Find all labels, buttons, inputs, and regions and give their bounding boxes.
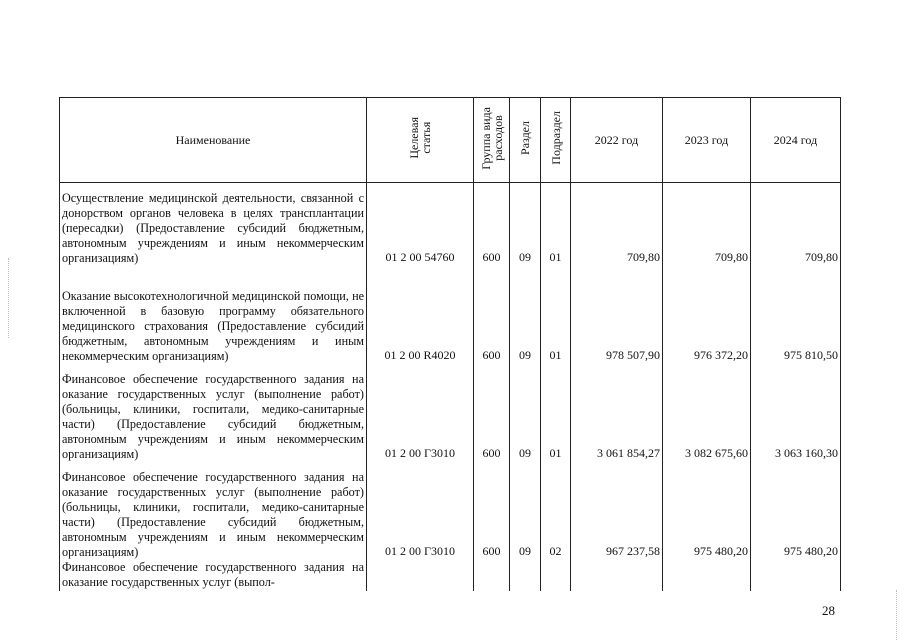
page-number: 28 bbox=[822, 603, 835, 618]
table-row bbox=[60, 364, 841, 462]
row-code bbox=[367, 560, 474, 591]
row-section: 09 bbox=[510, 183, 541, 266]
row-value-2024: 3 063 160,30 bbox=[751, 364, 841, 462]
header-year-2024: 2024 год bbox=[751, 98, 841, 183]
scan-edge-mark bbox=[8, 258, 10, 338]
header-name: Наименование bbox=[60, 98, 367, 183]
row-section bbox=[510, 560, 541, 591]
row-value-2022 bbox=[571, 560, 663, 591]
row-subsection: 01 bbox=[541, 183, 571, 266]
row-subsection bbox=[541, 560, 571, 591]
row-code: 01 2 00 Г3010 bbox=[367, 462, 474, 560]
row-section: 09 bbox=[510, 462, 541, 560]
row-value-2022: 709,80 bbox=[571, 183, 663, 266]
row-name: Оказание высокотехнологичной медицинской помощи, не включенной в базовую программу обязательного медицинского страхования (Предоставление субсидий бюджетным, автономным учреждениям и иным некоммерческим организациям) bbox=[60, 266, 367, 364]
row-group bbox=[474, 560, 510, 591]
row-value-2024 bbox=[751, 560, 841, 591]
table-row bbox=[60, 560, 841, 591]
row-code: 01 2 00 Г3010 bbox=[367, 364, 474, 462]
row-value-2023: 3 082 675,60 bbox=[663, 364, 751, 462]
row-group: 600 bbox=[474, 183, 510, 266]
row-group: 600 bbox=[474, 364, 510, 462]
header-year-2022: 2022 год bbox=[571, 98, 663, 183]
table-row bbox=[60, 183, 841, 266]
row-name: Осуществление медицинской деятельности, связанной с донорством органов человека в целях трансплантации (пересадки) (Предоставление субсидий бюджетным, автономным учреждениям и иным некоммерческим организациям) bbox=[60, 183, 367, 266]
row-subsection: 01 bbox=[541, 364, 571, 462]
row-subsection: 01 bbox=[541, 266, 571, 364]
row-value-2022: 3 061 854,27 bbox=[571, 364, 663, 462]
row-name: Финансовое обеспечение государственного задания на оказание государственных услуг (выпол- bbox=[60, 560, 367, 591]
row-value-2023: 976 372,20 bbox=[663, 266, 751, 364]
row-group: 600 bbox=[474, 266, 510, 364]
scan-edge-mark bbox=[896, 590, 898, 640]
row-value-2024: 975 810,50 bbox=[751, 266, 841, 364]
row-value-2022: 978 507,90 bbox=[571, 266, 663, 364]
budget-table bbox=[59, 97, 841, 591]
row-value-2023 bbox=[663, 560, 751, 591]
row-group: 600 bbox=[474, 462, 510, 560]
row-section: 09 bbox=[510, 266, 541, 364]
row-section: 09 bbox=[510, 364, 541, 462]
row-value-2022: 967 237,58 bbox=[571, 462, 663, 560]
table-row bbox=[60, 462, 841, 560]
header-expense-group: Группа вида расходов bbox=[474, 98, 510, 183]
header-year-2023: 2023 год bbox=[663, 98, 751, 183]
table-body bbox=[60, 183, 841, 591]
row-name: Финансовое обеспечение государственного задания на оказание государственных услуг (выполнение работ) (больницы, клиники, госпитали, медико-санитарные части) (Предоставление субсидий бюджетным, автономным учреждениям и иным некоммерческим организациям) bbox=[60, 462, 367, 560]
header-target-article: Целевая статья bbox=[367, 98, 474, 183]
row-value-2024: 975 480,20 bbox=[751, 462, 841, 560]
row-name: Финансовое обеспечение государственного задания на оказание государственных услуг (выполнение работ) (больницы, клиники, госпитали, медико-санитарные части) (Предоставление субсидий бюджетным, автономным учреждениям и иным некоммерческим организациям) bbox=[60, 364, 367, 462]
row-code: 01 2 00 R4020 bbox=[367, 266, 474, 364]
row-subsection: 02 bbox=[541, 462, 571, 560]
header-section: Раздел bbox=[510, 98, 541, 183]
row-value-2023: 709,80 bbox=[663, 183, 751, 266]
row-value-2023: 975 480,20 bbox=[663, 462, 751, 560]
row-value-2024: 709,80 bbox=[751, 183, 841, 266]
table-header bbox=[60, 98, 841, 183]
table-row bbox=[60, 266, 841, 364]
header-subsection: Подраздел bbox=[541, 98, 571, 183]
row-code: 01 2 00 54760 bbox=[367, 183, 474, 266]
